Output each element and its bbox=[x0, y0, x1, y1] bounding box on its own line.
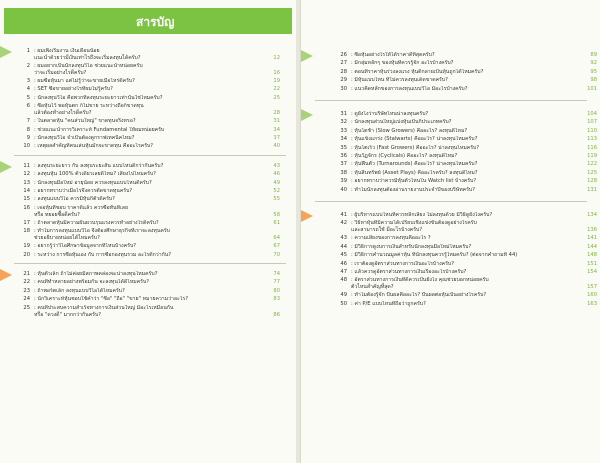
entry-number: 44 bbox=[340, 243, 347, 250]
entry-page-number: 86 bbox=[273, 311, 280, 318]
section-marker-icon bbox=[301, 109, 313, 121]
entry-number: 19 bbox=[23, 243, 30, 250]
entry-page-number: 25 bbox=[273, 94, 280, 101]
entry-number: 48 bbox=[340, 277, 347, 284]
entry-title: : หุ้นวัฏจักร (Cyclicals) คืออะไร? ลงทุนดีไหม? bbox=[351, 153, 458, 159]
entry-page-number: 64 bbox=[273, 235, 280, 242]
entry-number: 38 bbox=[340, 169, 347, 176]
entry-page-number: 128 bbox=[587, 178, 597, 185]
toc-title-bar bbox=[4, 8, 292, 34]
entry-title: : SET ซื้อขายอย่างไรที่ผมไม่รู้ครับ? bbox=[34, 86, 113, 93]
entry-number: 15 bbox=[23, 196, 30, 203]
entry-number: 10 bbox=[23, 143, 30, 150]
entry-page-number: 74 bbox=[273, 271, 280, 277]
entry-page-number: 104 bbox=[587, 111, 597, 117]
entry-title: : ทำไมนักลงทุนต้องอ่านรายงานประจำปีของบริษัทครับ? bbox=[351, 186, 475, 193]
entry-number: 5 bbox=[26, 94, 30, 101]
entry-number: 21 bbox=[23, 271, 30, 277]
entry-page-number: 28 bbox=[273, 110, 280, 117]
section-divider bbox=[315, 100, 587, 101]
entry-page-number: 141 bbox=[587, 235, 597, 242]
entry-page-number: 119 bbox=[587, 153, 597, 159]
entry-page-number: 49 bbox=[273, 179, 280, 186]
entry-page-number: 125 bbox=[587, 169, 597, 176]
entry-title-continued: ตัวไหนสำคัญที่สุด? bbox=[351, 284, 394, 291]
entry-title: : เหตุผลสำคัญที่คนเล่นหุ้นมักจะขาดทุน คืออะไรครับ? bbox=[34, 143, 154, 150]
entry-number: 14 bbox=[23, 188, 30, 194]
entry-page-number: 31 bbox=[273, 118, 280, 125]
entry-title: : อยากทราบว่าควรมีหุ้นตัวไหนใน Watch list บ้างครับ? bbox=[351, 178, 477, 185]
entry-number: 18 bbox=[23, 228, 30, 235]
entry-page-number: 157 bbox=[587, 284, 597, 291]
entry-number: 32 bbox=[340, 119, 347, 126]
section-marker-icon bbox=[301, 210, 313, 222]
entry-title: : หุ้นตัวเล็ก ถ้าไม่ค่อยมีสภาพคล่องจะน่าลงทุนไหมครับ? bbox=[34, 271, 158, 277]
entry-title: : ความเสี่ยงของการลงทุนคืออะไร ? bbox=[351, 235, 431, 242]
entry-page-number: 154 bbox=[587, 269, 597, 275]
entry-number: 2 bbox=[26, 63, 30, 69]
entry-number: 41 bbox=[340, 212, 347, 218]
entry-number: 35 bbox=[340, 144, 347, 151]
entry-number: 25 bbox=[23, 304, 30, 311]
entry-number: 30 bbox=[340, 85, 347, 92]
entry-title: : เราต้องดูอัตราส่วนทางการเงินอะไรบ้างครับ? bbox=[351, 260, 454, 267]
entry-title: : อยากทราบว่าเมื่อไรจึงควรตัดขาดทุนครับ? bbox=[34, 188, 133, 194]
entry-page-number: 144 bbox=[587, 243, 597, 250]
entry-title-continued: หรือ ทยอยซื้อดีครับ? bbox=[34, 211, 80, 218]
entry-page-number: 160 bbox=[587, 292, 597, 299]
entry-title: : ลงทุนหุ้น 100% ตัวเดียวเลยดีไหม? เสี่ยงไปไหมครับ? bbox=[34, 171, 156, 178]
entry-page-number: 58 bbox=[273, 211, 280, 218]
entry-page-number: 110 bbox=[587, 127, 597, 134]
entry-title: : ซื้อหุ้นไว้ พอหุ้นตก ก็ไม่ขาย ระหว่างถือก็ขาดทุน bbox=[34, 103, 144, 110]
toc-title: สารบัญ bbox=[136, 15, 175, 29]
entry-page-number: 151 bbox=[587, 260, 597, 267]
entry-page-number: 113 bbox=[587, 136, 597, 143]
entry-page-number: 131 bbox=[587, 186, 597, 193]
entry-number: 6 bbox=[26, 103, 30, 110]
entry-number: 12 bbox=[23, 171, 30, 178]
entry-number: 29 bbox=[340, 77, 347, 84]
entry-page-number: 19 bbox=[273, 78, 280, 84]
entry-title: : ช่วยแนะนำการวิเคราะห์ Fundamental ให้ผมหน่อยครับ bbox=[34, 126, 165, 133]
entry-title: : นักลงทุนมือใหม่ อายุน้อย ควรลงทุนแบบไหนดีครับ? bbox=[34, 179, 152, 186]
entry-page-number: 34 bbox=[273, 126, 280, 133]
section-divider bbox=[315, 201, 587, 202]
entry-title: : ในตลาดหุ้น "คนส่วนใหญ่" ขาดทุนจริงหรอ? bbox=[34, 118, 136, 125]
entry-number: 7 bbox=[26, 118, 30, 125]
entry-page-number: 101 bbox=[587, 85, 597, 92]
entry-number: 20 bbox=[23, 251, 30, 258]
entry-title: : หุ้นแข็งแกร่ง (Stalwarts) คืออะไร? น่าลงทุนไหมครับ? bbox=[351, 136, 478, 143]
entry-page-number: 98 bbox=[590, 77, 597, 84]
entry-number: 45 bbox=[340, 252, 347, 259]
entry-number: 3 bbox=[26, 78, 30, 84]
entry-title: : หุ้นโตเร็ว (Fast Growers) คืออะไร? น่าลงทุนไหมครับ? bbox=[351, 144, 480, 151]
entry-title: : หุ้นฟื้นตัว (Turnarounds) คืออะไร? น่าลงทุนไหมครับ? bbox=[351, 161, 478, 168]
entry-title: : ถ้าตลาดหุ้นมีความผันผวนรุนแรงควรทำอย่างไรดีครับ? bbox=[34, 219, 159, 226]
entry-page-number: 43 bbox=[273, 162, 280, 169]
entry-number: 23 bbox=[23, 287, 30, 294]
entry-number: 11 bbox=[23, 162, 30, 169]
entry-number: 37 bbox=[340, 161, 347, 168]
entry-page-number: 12 bbox=[273, 55, 280, 61]
right-page bbox=[300, 0, 600, 463]
entry-page-number: 80 bbox=[273, 287, 280, 294]
entry-number: 47 bbox=[340, 269, 347, 275]
entry-number: 42 bbox=[340, 220, 347, 227]
entry-page-number: 55 bbox=[273, 196, 280, 203]
entry-page-number: 40 bbox=[273, 143, 280, 150]
entry-title-continued: และสามารถใช้ มีอะไรบ้างครับ? bbox=[351, 227, 423, 234]
entry-title: : ดูยังไงว่าบริษัทไหนน่าลงทุนครับ? bbox=[351, 111, 429, 117]
entry-title: : ระหว่าง การซื้อหุ้นเอง กับ การซื้อกองทุนรวม อะไรดีกว่ากัน? bbox=[34, 251, 172, 258]
entry-page-number: 37 bbox=[273, 135, 280, 141]
section-divider bbox=[14, 155, 286, 156]
left-page bbox=[0, 0, 297, 463]
entry-page-number: 107 bbox=[587, 119, 597, 126]
entry-title: : มีหุ้นแบบไหน ที่ไม่ควรลงทุนเด็ดขาดครับ? bbox=[351, 77, 448, 84]
entry-title: : คนที่ทำหลายอย่างพร้อมกัน จะลงทุนได้ดีไหมครับ? bbox=[34, 279, 149, 286]
entry-number: 26 bbox=[340, 52, 347, 58]
entry-page-number: 95 bbox=[590, 68, 597, 75]
entry-number: 16 bbox=[23, 204, 30, 211]
entry-title: : ทำไมต้องรู้จัก ปันผลคืออะไร? ปันผลต่อหุ้นเป็นอย่างไรครับ? bbox=[351, 292, 487, 299]
entry-title: : ลงทุนแบบวีไอ ควรมีหุ้นกี่ตัวดีครับ? bbox=[34, 196, 115, 203]
entry-title: : ตอนที่ราคาหุ้นร่วงลงแรง หุ้นดีกลายเป็นหุ้นถูกได้ไหมครับ? bbox=[351, 68, 484, 75]
entry-page-number: 16 bbox=[273, 70, 280, 76]
entry-title: : ลงทุนระยะยาว กับ ลงทุนระยะสั้น แบบไหนดีกว่ากันครับ? bbox=[34, 162, 164, 169]
entry-title: : ซื้อหุ้นอย่างไรให้ได้ราคาดีที่สุดครับ? bbox=[351, 52, 435, 58]
entry-page-number: 22 bbox=[273, 86, 280, 93]
entry-page-number: 70 bbox=[273, 251, 280, 258]
entry-page-number: 148 bbox=[587, 252, 597, 259]
section-marker-icon bbox=[301, 50, 313, 62]
entry-page-number: 77 bbox=[273, 279, 280, 286]
entry-number: 13 bbox=[23, 179, 30, 186]
entry-number: 34 bbox=[340, 136, 347, 143]
entry-number: 4 bbox=[26, 86, 30, 93]
entry-number: 24 bbox=[23, 296, 30, 303]
entry-number: 28 bbox=[340, 68, 347, 75]
entry-title: : อัตราส่วนทางการเงินที่ดีควรเป็นยังไง คุณช่วยบอกหน่อยครับ bbox=[351, 277, 489, 284]
entry-page-number: 116 bbox=[587, 144, 597, 151]
entry-title: : นักลงทุนส่วนใหญ่แบ่งหุ้นเป็นกี่ประเภทครับ? bbox=[351, 119, 452, 126]
entry-number: 36 bbox=[340, 153, 347, 159]
entry-number: 40 bbox=[340, 186, 347, 193]
entry-number: 22 bbox=[23, 279, 30, 286]
entry-title: : ค่า P/E แบบไหนที่ถือว่าถูกครับ? bbox=[351, 300, 426, 307]
entry-page-number: 122 bbox=[587, 161, 597, 168]
entry-title: : วิธีหาหุ้นที่มีความได้เปรียบเชิงแข่งขันต้องดูอย่างไรครับ bbox=[351, 220, 477, 227]
entry-title: : ทำไมการลงทุนแบบวีไอ จึงต้องศึกษาธุรกิจที่เราจะลงทุนครับ bbox=[34, 228, 170, 235]
entry-page-number: 136 bbox=[587, 227, 597, 234]
entry-page-number: 89 bbox=[590, 52, 597, 58]
entry-number: 33 bbox=[340, 127, 347, 134]
entry-page-number: 92 bbox=[590, 60, 597, 67]
entry-title: : มีวิธีการดูงบการเงินสำหรับนักลงทุนมือใหม่ไหมครับ? bbox=[351, 243, 472, 250]
entry-number: 1 bbox=[26, 48, 30, 54]
entry-title-continued: ช่วยอธิบายหน่อยได้ไหมครับ? bbox=[34, 235, 100, 242]
entry-title: : นักลงทุนวีไอ คือพวกที่ลงทุนระยะยาวเท่านั้นใช่ไหมครับ? bbox=[34, 94, 163, 101]
entry-title: : เจอหุ้นที่ชอบ ราคาดีแล้ว ควรซื้อทันทีเลย bbox=[34, 204, 129, 211]
entry-title: : ถ้าพอร์ตเล็ก ลงทุนแบบวีไอได้ไหมครับ? bbox=[34, 287, 125, 294]
entry-page-number: 163 bbox=[587, 300, 597, 307]
entry-number: 9 bbox=[26, 135, 30, 141]
entry-title: : ผมเพิ่งเริ่มงาน เงินเดือนน้อย bbox=[34, 48, 100, 54]
entry-title-continued: แนะนำด้วยว่ามีเงินเท่าไรถึงจะเริ่มลงทุนได้ครับ? bbox=[34, 55, 141, 61]
entry-page-number: 67 bbox=[273, 243, 280, 250]
entry-title-continued: หรือ "ดวงดี" มากกว่ากันครับ? bbox=[34, 311, 102, 318]
entry-title: : ผมอยากเป็นนักลงทุนวีไอ ช่วยแนะนำหน่อยครับ bbox=[34, 63, 143, 69]
entry-number: 43 bbox=[340, 235, 347, 242]
entry-number: 39 bbox=[340, 178, 347, 185]
entry-title: : นักลงทุนวีไอ จำเป็นต้องดูกราฟเทคนิคไหม? bbox=[34, 135, 135, 141]
entry-number: 8 bbox=[26, 126, 30, 133]
entry-title: : คนที่ประสบความสำเร็จทางการเงินส่วนใหญ่ มีอะไรเหมือนกัน bbox=[34, 304, 174, 311]
entry-title: : หุ้นสินทรัพย์ (Asset Plays) คืออะไรครับ? ลงทุนดีไหม? bbox=[351, 169, 478, 176]
entry-number: 27 bbox=[340, 60, 347, 67]
section-divider bbox=[14, 263, 286, 264]
entry-title: : มีวิธีการคำนวณมูลค่าหุ้น ที่นักลงทุนควรรู้ไหมครับ? (ต่อจากคำถามที่ 44) bbox=[351, 252, 518, 259]
entry-page-number: 52 bbox=[273, 188, 280, 194]
entry-page-number: 83 bbox=[273, 296, 280, 303]
entry-title: : แล้วควรดูอัตราส่วนทางการเงินเรื่องอะไรบ้างครับ? bbox=[351, 269, 467, 275]
entry-title: : นักวิเคราะห์หุ้นชอบใช้คำว่า "ซื้อ" "ถือ" "ขาย" หมายความว่าอะไร? bbox=[34, 296, 188, 303]
entry-number: 17 bbox=[23, 219, 30, 226]
entry-title: : ผมซื้อหุ้นมา แต่ไม่รู้ว่าจะขายเมื่อไหร่ดีครับ? bbox=[34, 78, 135, 84]
entry-title: : อยากรู้ว่าวีไอศึกษาข้อมูลจากที่ไหนบ้างครับ? bbox=[34, 243, 137, 250]
entry-number: 49 bbox=[340, 292, 347, 299]
entry-title: : ผู้บริหารแบบไหนที่ควรหลีกเลี่ยง ไม่ลงทุนด้วย มีวิธีดูยังไงครับ? bbox=[351, 212, 493, 218]
entry-number: 50 bbox=[340, 300, 347, 307]
entry-title: : หุ้นโตช้า (Slow Growers) คืออะไร? ลงทุนดีไหม? bbox=[351, 127, 468, 134]
entry-title: : มีกลุ่มหลักๆ ของหุ้นที่ควรรู้จัก อะไรบ้างครับ? bbox=[351, 60, 454, 67]
entry-title-continued: แล้วต้องทำอย่างไรดีครับ? bbox=[34, 110, 92, 117]
entry-number: 46 bbox=[340, 260, 347, 267]
entry-title-continued: ว่าจะเริ่มอย่างไรดีครับ? bbox=[34, 70, 87, 76]
entry-number: 31 bbox=[340, 111, 347, 117]
entry-title: : แนวคิดหลักของการลงทุนแบบวีไอ มีอะไรบ้างครับ? bbox=[351, 85, 468, 92]
entry-page-number: 61 bbox=[273, 219, 280, 226]
entry-page-number: 46 bbox=[273, 171, 280, 178]
entry-page-number: 134 bbox=[587, 212, 597, 218]
